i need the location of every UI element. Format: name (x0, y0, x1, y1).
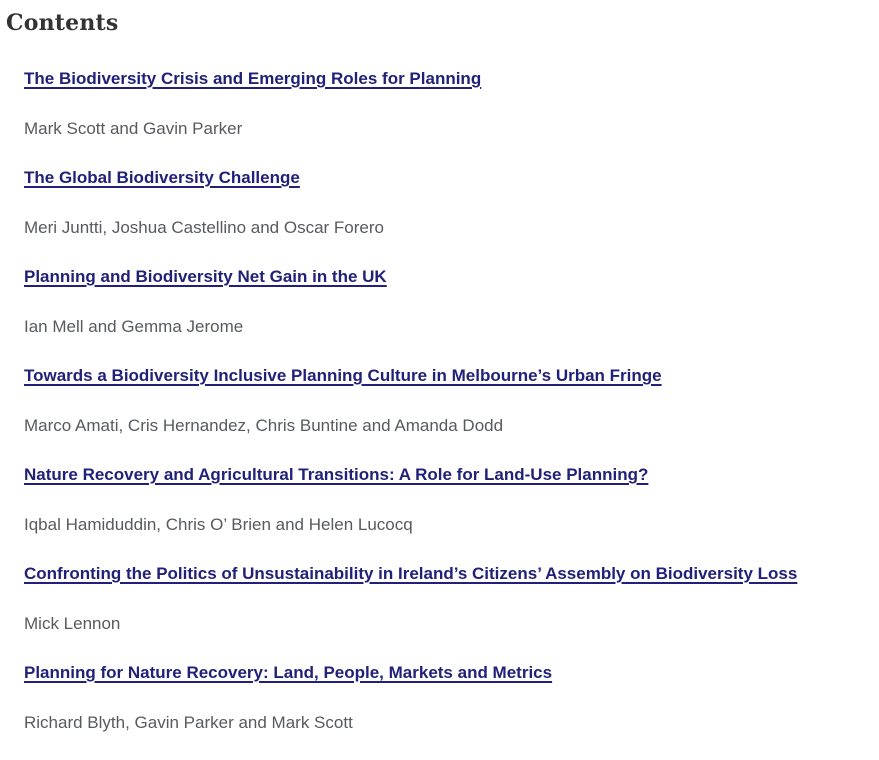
toc-entry (24, 267, 873, 337)
chapter-title (24, 465, 873, 486)
toc-entry (24, 366, 873, 436)
chapter-title (24, 564, 873, 585)
toc-entry (24, 168, 873, 238)
chapter-link[interactable]: The Biodiversity Crisis and Emerging Roles for Planning (24, 69, 482, 88)
table-of-contents (6, 69, 873, 733)
chapter-authors: Iqbal Hamiduddin, Chris O’ Brien and Helen Lucocq (24, 515, 413, 534)
chapter-authors: Richard Blyth, Gavin Parker and Mark Scott (24, 713, 353, 732)
chapter-link[interactable]: Nature Recovery and Agricultural Transitions: A Role for Land-Use Planning? (24, 465, 649, 484)
chapter-authors: Marco Amati, Cris Hernandez, Chris Buntine and Amanda Dodd (24, 416, 504, 435)
chapter-title (24, 366, 873, 387)
toc-entry (24, 465, 873, 535)
chapter-link[interactable]: Confronting the Politics of Unsustainability in Ireland’s Citizens’ Assembly on Biodiversity Loss (24, 564, 798, 583)
page-title: Contents (6, 10, 119, 36)
chapter-link[interactable]: Planning for Nature Recovery: Land, People, Markets and Metrics (24, 663, 553, 682)
toc-entry (24, 663, 873, 733)
chapter-authors: Mick Lennon (24, 614, 121, 633)
chapter-link[interactable]: The Global Biodiversity Challenge (24, 168, 300, 187)
chapter-title (24, 69, 873, 90)
toc-entry (24, 69, 873, 139)
chapter-link[interactable]: Planning and Biodiversity Net Gain in the UK (24, 267, 387, 286)
chapter-link[interactable]: Towards a Biodiversity Inclusive Planning Culture in Melbourne’s Urban Fringe (24, 366, 662, 385)
toc-entry (24, 564, 873, 634)
chapter-title (24, 168, 873, 189)
chapter-authors: Ian Mell and Gemma Jerome (24, 317, 244, 336)
chapter-authors: Meri Juntti, Joshua Castellino and Oscar Forero (24, 218, 384, 237)
chapter-title (24, 663, 873, 684)
chapter-title (24, 267, 873, 288)
chapter-authors: Mark Scott and Gavin Parker (24, 119, 243, 138)
